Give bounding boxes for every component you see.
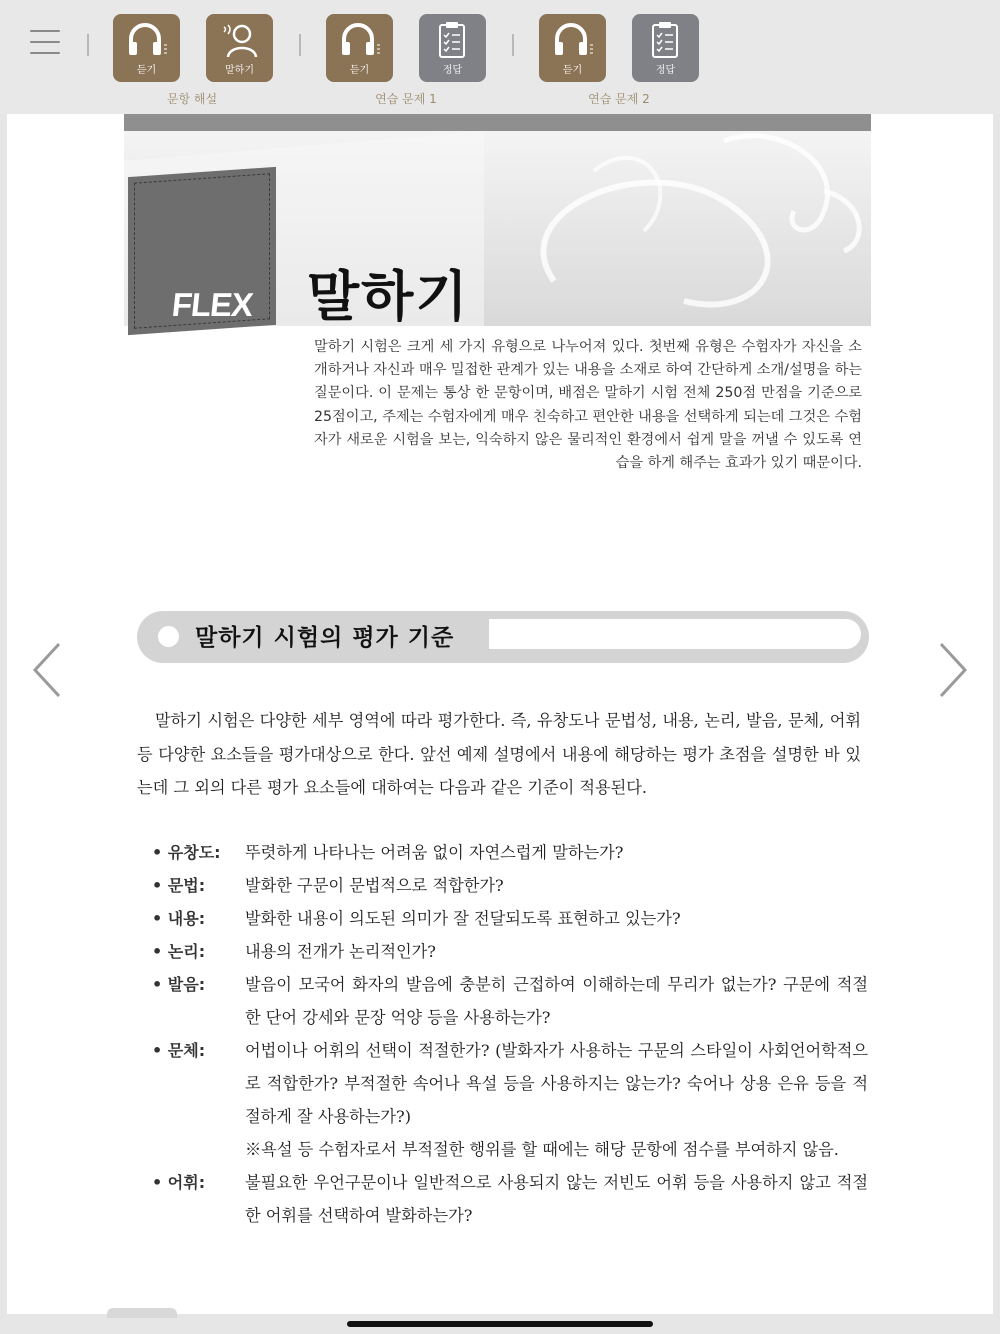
criterion-desc-text: 어법이나 어휘의 선택이 적절한가? (발화자가 사용하는 구문의 스타일이 사회언어학적으로 적합한가? 부적절한 속어나 욕설 등을 사용하지는 않는가? 숙어나 상용 은유 등을 적절하게 잘 사용하는가?) [245, 1041, 868, 1126]
button-label: 말하기 [225, 65, 254, 76]
section-title: 말하기 시험의 평가 기준 [195, 625, 455, 651]
practice2-answer-button[interactable] [632, 14, 699, 82]
criterion-term: • 문체: [152, 1041, 206, 1060]
toolbar-divider [299, 34, 301, 56]
next-page-arrow-icon[interactable] [938, 642, 968, 698]
button-label: 듣기 [562, 65, 583, 76]
criterion-term: • 발음: [152, 975, 206, 994]
toolbar-divider [87, 34, 89, 56]
criterion-desc: 뚜렷하게 나타나는 어려움 없이 자연스럽게 말하는가? [245, 843, 624, 862]
page-top-bar [124, 114, 871, 131]
criterion-note: ※욕설 등 수험자로서 부적절한 행위를 할 때에는 해당 문항에 점수를 부여하지 않음. [245, 1140, 839, 1159]
button-label: 듣기 [136, 65, 157, 76]
page-title: 말하기 [307, 265, 470, 328]
book-page [7, 114, 993, 1314]
explanation-listen-button[interactable] [113, 14, 180, 82]
criterion-desc [245, 1034, 868, 1166]
explanation-speak-button[interactable] [206, 14, 273, 82]
clipboard-check-icon [432, 21, 474, 59]
section-header [137, 611, 869, 663]
toolbar-divider [512, 34, 514, 56]
criterion-desc: 발음이 모국어 화자의 발음에 충분히 근접하여 이해하는데 무리가 없는가? 구문에 적절한 단어 강세와 문장 억양 등을 사용하는가? [245, 975, 868, 1027]
page-bottom-tab [107, 1308, 177, 1318]
button-label: 정답 [655, 65, 676, 76]
button-label: 정답 [442, 65, 463, 76]
list-item [152, 836, 868, 869]
group-label-practice-2: 연습 문제 2 [588, 92, 650, 106]
bullet-circle-icon [158, 626, 179, 647]
speaker-person-icon [219, 21, 261, 59]
list-item [152, 1166, 868, 1232]
top-toolbar [0, 0, 1000, 114]
criterion-desc: 내용의 전개가 논리적인가? [245, 942, 436, 961]
criterion-term: • 내용: [152, 909, 206, 928]
criterion-term: • 어휘: [152, 1173, 206, 1192]
list-item [152, 935, 868, 968]
list-item [152, 1034, 868, 1166]
flex-logo-text: FLEX [170, 286, 255, 323]
previous-page-arrow-icon[interactable] [32, 642, 62, 698]
headphones-icon [126, 21, 168, 59]
headphones-icon [339, 21, 381, 59]
criterion-desc: 불필요한 우언구문이나 일반적으로 사용되지 않는 저빈도 어휘 등을 사용하지 않고 적절한 어휘를 선택하여 발화하는가? [245, 1173, 868, 1225]
criterion-term: • 유창도: [152, 843, 221, 862]
list-item [152, 968, 868, 1034]
group-label-practice-1: 연습 문제 1 [375, 92, 437, 106]
list-item [152, 902, 868, 935]
clipboard-check-icon [645, 21, 687, 59]
criteria-list [152, 836, 868, 1232]
criterion-term: • 문법: [152, 876, 206, 895]
headphones-icon [552, 21, 594, 59]
button-label: 듣기 [349, 65, 370, 76]
group-label-explanation: 문항 해설 [166, 92, 218, 106]
list-item [152, 869, 868, 902]
practice1-answer-button[interactable] [419, 14, 486, 82]
criterion-term: • 논리: [152, 942, 206, 961]
practice1-listen-button[interactable] [326, 14, 393, 82]
criterion-desc: 발화한 내용이 의도된 의미가 잘 전달되도록 표현하고 있는가? [245, 909, 681, 928]
intro-paragraph: 말하기 시험은 크게 세 가지 유형으로 나누어져 있다. 첫번째 유형은 수험자가 자신을 소개하거나 자신과 매우 밀접한 관계가 있는 내용을 소재로 하여 간단하게 소개/설명을 하는 질문이다. 이 문제는 통상 한 문항이며, 배점은 말하기 시험 전체 250점 만점을 기준으로 25점이고, 주제는 수험자에게 매우 친숙하고 편안한 내용을 선택하게 되는데 그것은 수험자가 새로운 시험을 보는, 익숙하지 않은 물리적인 환경에서 쉽게 말을 꺼낼 수 있도록 연습을 하게 해주는 효과가 있기 때문이다. [314, 339, 862, 472]
practice2-listen-button[interactable] [539, 14, 606, 82]
menu-icon[interactable] [30, 30, 60, 60]
section-paragraph: 말하기 시험은 다양한 세부 영역에 따라 평가한다. 즉, 유창도나 문법성, 내용, 논리, 발음, 문체, 어휘 등 다양한 요소들을 평가대상으로 한다. 앞선 예제 설명에서 내용에 해당하는 평가 초점을 설명한 바 있는데 그 외의 다른 평가 요소들에 대하여는 다음과 같은 기준이 적용된다. [137, 711, 861, 797]
home-indicator[interactable] [347, 1321, 653, 1327]
criterion-desc: 발화한 구문이 문법적으로 적합한가? [245, 876, 504, 895]
